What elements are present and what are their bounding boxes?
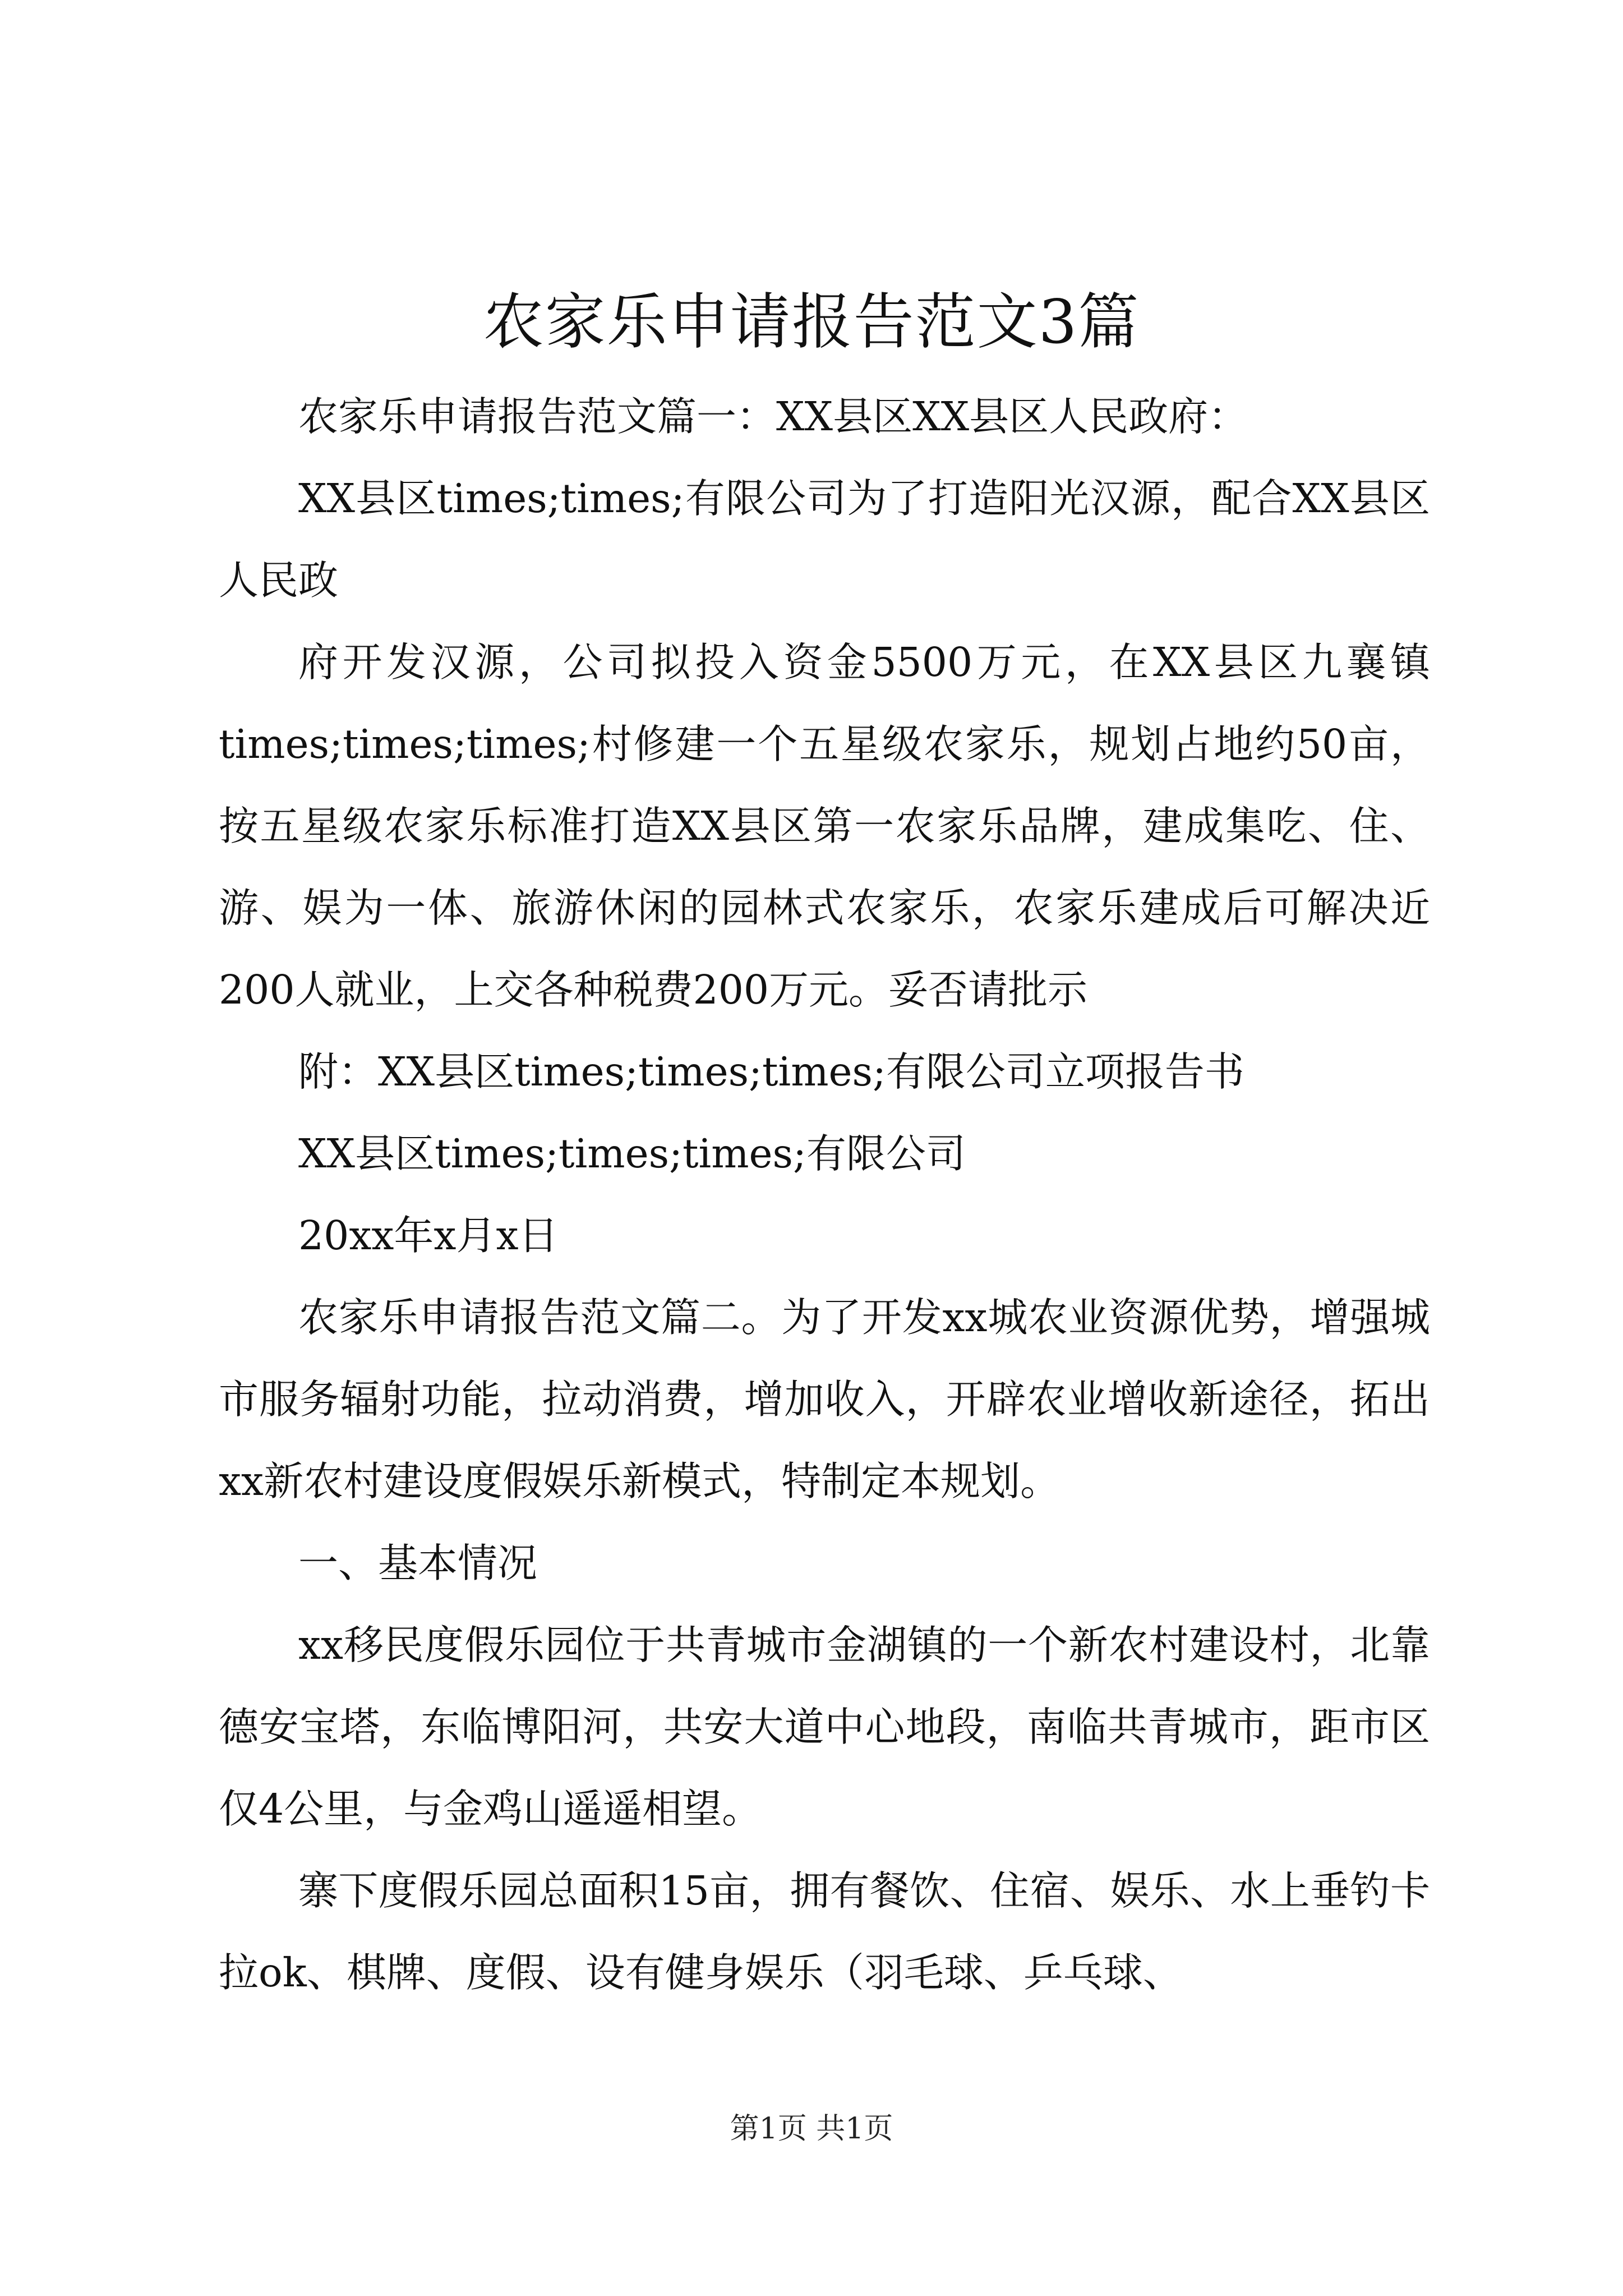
paragraph-3: 府开发汉源，公司拟投入资金5500万元，在XX县区九襄镇times;times;times;村修建一个五星级农家乐，规划占地约50亩，按五星级农家乐标准打造XX县区第一农家乐品牌，建成集吃、住、游、娱为一体、旅游休闲的园林式农家乐，农家乐建成后可解决近200人就业，上交各种税费200万元。妥否请批示 bbox=[219, 639, 1430, 1013]
paragraph-6: 20xx年x月x日 bbox=[298, 1212, 559, 1259]
paragraph-2: XX县区times;times;有限公司为了打造阳光汉源，配合XX县区人民政 bbox=[219, 475, 1430, 604]
paragraph-7: 农家乐申请报告范文篇二。为了开发xx城农业资源优势，增强城市服务辐射功能，拉动消费，增加收入，开辟农业增收新途径，拓出xx新农村建设度假娱乐新模式，特制定本规划。 bbox=[219, 1294, 1430, 1504]
paragraph-4: 附：XX县区times;times;times;有限公司立项报告书 bbox=[298, 1048, 1244, 1095]
page-footer: 第1页 共1页 bbox=[730, 2112, 893, 2146]
paragraph-1: 农家乐申请报告范文篇一：XX县区XX县区人民政府： bbox=[298, 393, 1248, 440]
document-body bbox=[219, 376, 1430, 2014]
paragraph-10: 寨下度假乐园总面积15亩，拥有餐饮、住宿、娱乐、水上垂钓卡拉ok、棋牌、度假、设有健身娱乐（羽毛球、乒乓球、 bbox=[219, 1867, 1430, 1996]
paragraph-9: xx移民度假乐园位于共青城市金湖镇的一个新农村建设村，北靠德安宝塔，东临博阳河，共安大道中心地段，南临共青城市，距市区仅4公里，与金鸡山遥遥相望。 bbox=[219, 1622, 1430, 1832]
document-title: 农家乐申请报告范文3篇 bbox=[483, 287, 1140, 357]
section-heading: 一、基本情况 bbox=[298, 1540, 538, 1586]
paragraph-5: XX县区times;times;times;有限公司 bbox=[298, 1130, 966, 1177]
